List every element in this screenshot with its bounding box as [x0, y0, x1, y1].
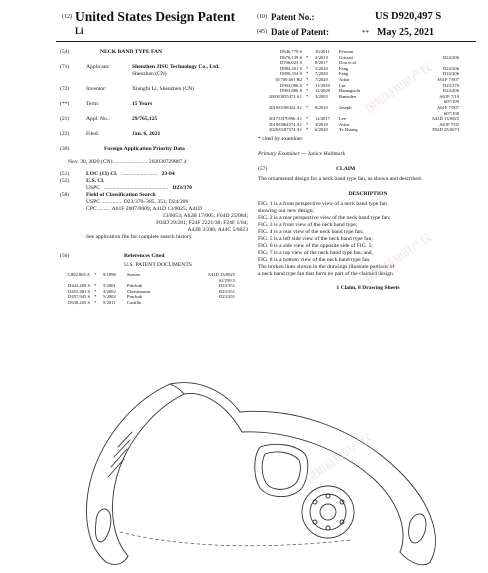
applicant-name: Shenzhen JISU Technology Co., Ltd.	[132, 64, 220, 70]
left-column	[60, 49, 256, 306]
term-value: 15 Years	[132, 101, 153, 107]
broken-line-strap	[120, 532, 350, 546]
description-line: FIG. 3 is a front view of the neck band type;	[258, 221, 358, 228]
code-51: (51)	[60, 171, 70, 177]
vent-hole	[326, 494, 330, 498]
description-line: FIG. 8 is a bottom view of the neck band type fan.	[258, 256, 371, 263]
reference-row: D706,023 S 8/2017 Dou et al.	[280, 60, 357, 66]
code-71: (71)	[60, 64, 70, 70]
left-arm-outer	[87, 384, 170, 562]
description-line: FIG. 6 is a side view of the opposite side of FIG. 5;	[258, 242, 373, 249]
search-lines	[86, 199, 256, 241]
inventor-short: Li	[75, 26, 84, 36]
reference-row: 62/259.3	[218, 277, 235, 283]
code-12: (12)	[62, 14, 72, 20]
left-vent-ellipse	[95, 509, 110, 542]
reference-row: 2010/0198322 A1 * 8/2010 Joseph A61F 7/007	[268, 104, 459, 110]
code-term: (**)	[60, 101, 70, 107]
inventor-name: Xiangfu Li, Shenzhen (CN)	[132, 86, 195, 92]
right-vent-ellipse	[409, 514, 426, 543]
description-line: FIG. 7 is a top view of the neck band type fan; and,	[258, 249, 373, 256]
reference-row: D903,886 S * 12/2020 Hamaguchi D24/206	[280, 88, 459, 94]
code-45: (45)	[257, 29, 267, 35]
uspc-dots: ..............................................	[104, 185, 169, 191]
us-cl-label: U.S. Cl.	[86, 178, 105, 184]
description-heading: DESCRIPTION	[348, 190, 388, 197]
reference-row: 2003/0055473 A1 * 3/2003 Ramsden A61F 7/10	[268, 93, 459, 99]
uspc-label: USPC	[86, 185, 100, 191]
claim-text: The ornamental design for a neck band type fan, as shown and described.	[258, 175, 423, 182]
code-56: (56)	[60, 253, 70, 259]
right-column	[258, 49, 478, 292]
fan-grille-ring	[310, 494, 346, 530]
search-line: USPC ............... D23/370–385, 351; D24/206	[86, 199, 189, 205]
left-arm-inner	[113, 394, 184, 556]
date-label: Date of Patent:	[271, 27, 329, 37]
right-references	[258, 49, 478, 133]
right-end-cap	[400, 552, 430, 565]
code-22: (22)	[60, 131, 70, 137]
patent-number: US D920,497 S	[375, 11, 442, 22]
reference-row: D890,354 S * 7/2020 Fang D24/206	[280, 71, 459, 77]
claims-summary: 1 Claim, 8 Drawing Sheets	[336, 284, 400, 291]
applicant-label: Applicant:	[86, 64, 110, 70]
document-title: United States Design Patent	[75, 9, 236, 24]
header-rule	[56, 41, 476, 42]
reference-row: 607/109	[443, 99, 459, 105]
reference-row: D646,779 S 10/2011 Persson	[280, 49, 354, 54]
us-patent-docs-heading: U.S. PATENT DOCUMENTS	[124, 262, 192, 268]
reference-row: D455,481 S * 4/2002 Christianson D23/351	[68, 288, 235, 294]
code-30: (30)	[60, 146, 70, 152]
vent-hole	[313, 500, 317, 504]
field-search-label: Field of Classification Search	[86, 192, 156, 198]
claim-heading: CLAIM	[336, 165, 356, 172]
left-arm-edge	[170, 384, 184, 394]
date-marker: **	[362, 29, 369, 37]
code-57: (57)	[258, 165, 268, 172]
right-arm-inner	[242, 432, 403, 552]
control-panel-inner	[262, 452, 300, 489]
watermark: 国知局知识产权	[364, 61, 435, 116]
code-10: (10)	[257, 14, 267, 20]
loc-value: 23-04	[161, 171, 175, 177]
code-72: (72)	[60, 86, 70, 92]
left-references	[60, 272, 256, 306]
description-line: FIG. 1 is a front perspective view of a neck band type fan	[258, 200, 387, 207]
foreign-priority-heading: Foreign Application Priority Data	[104, 146, 185, 152]
reference-row: D638,205 S * 5/2011 Castillo	[68, 299, 142, 305]
priority-entry: Nov. 30, 2020 (CN) ........................ 202030729887.4	[68, 159, 187, 165]
description-line: FIG. 4 is a rear view of the neck band type fan;	[258, 228, 364, 235]
watermark: 国知局知识产权	[364, 231, 435, 286]
vent-hole	[326, 526, 330, 530]
reference-row: D676,139 S * 2/2013 Gritzati D24/206	[280, 54, 459, 60]
fan-grille-hub	[320, 504, 336, 520]
design-title: NECK BAND TYPE FAN	[100, 49, 163, 55]
reference-row: 2018/0064574 A1 * 3/2018 Adair A61F 7/02	[268, 121, 459, 127]
loc-label: LOC (13) Cl.	[86, 171, 118, 177]
patent-no-label: Patent No.:	[271, 12, 315, 22]
search-line: CPC ......... A61F 2007/0009; A41D 13/0025; A41D	[86, 206, 203, 212]
reference-row: 2017/0370596 A1 * 12/2017 Lee A41D 13/0025	[268, 116, 459, 122]
description-line: FIG. 5 is a left side view of the neck band type fan;	[258, 235, 373, 242]
primary-examiner: Primary Examiner — Janice Hallmark	[258, 150, 345, 157]
appl-no-value: 29/765,125	[132, 116, 158, 122]
code-54: (54)	[60, 49, 70, 55]
description-line: showing our new design;	[258, 207, 315, 214]
reference-row: D884,201 S * 5/2020 Fang D24/206	[280, 65, 459, 71]
uspc-value: D23/370	[172, 185, 192, 191]
loc-dots: ..........................	[121, 171, 158, 177]
reference-row: D903,086 S * 11/2020 Lin D23/370	[280, 82, 459, 88]
reference-row: 5,802,865 A * 9/1998 Strauss A41D 13/0025	[67, 272, 235, 277]
reference-row: 607/108	[443, 110, 459, 116]
reference-row: 2020/0187574 A1 * 6/2020 Te Hsiang F04D 25/0673	[268, 127, 459, 133]
cited-by-examiner: * cited by examiner	[258, 135, 303, 142]
appl-no-label: Appl. No.:	[86, 116, 110, 122]
search-line: 13/0053; A62B 17/005; F04D 25/084;	[162, 213, 248, 219]
reference-row: D442,269 S * 5/2001 Pinchuk D23/351	[68, 283, 235, 289]
reference-row: 10,709,601 B2 * 7/2020 Adair A61F 7/007	[274, 76, 459, 82]
neck-band-fan-drawing	[60, 372, 480, 570]
inventor-label: Inventor:	[86, 86, 107, 92]
watermark: 国知局知识产权	[304, 431, 375, 486]
band-top	[170, 383, 240, 412]
description-lines	[258, 201, 478, 278]
code-21: (21)	[60, 116, 70, 122]
search-line: F04D 29/281; F24F 2221/38; F24F 1/04;	[156, 220, 248, 226]
references-heading: References Cited	[124, 253, 165, 259]
vent-hole	[313, 520, 317, 524]
search-line: A42B 3/286; A44C 5/0023	[187, 227, 248, 233]
filed-value: Jan. 6, 2021	[132, 131, 161, 137]
left-end-cap	[106, 556, 128, 564]
applicant-location: Shenzhen (CN)	[132, 71, 167, 77]
code-58: (58)	[60, 192, 70, 198]
filed-label: Filed:	[86, 131, 100, 137]
search-line: See application file for complete search history.	[86, 234, 193, 240]
description-line: The broken lines shown in the drawings illustrate portions of	[258, 263, 395, 270]
reference-row: D457,945 S * 5/2002 Pinchuk D23/351	[68, 294, 235, 300]
patent-date: May 25, 2021	[377, 27, 434, 38]
description-line: a neck band type fan that form no part of the claimed design.	[258, 270, 395, 277]
code-52: (52)	[60, 178, 70, 184]
band-inner	[184, 393, 242, 432]
description-line: FIG. 2 is a rear perspective view of the neck band type fan;	[258, 214, 391, 221]
term-label: Term:	[86, 101, 100, 107]
